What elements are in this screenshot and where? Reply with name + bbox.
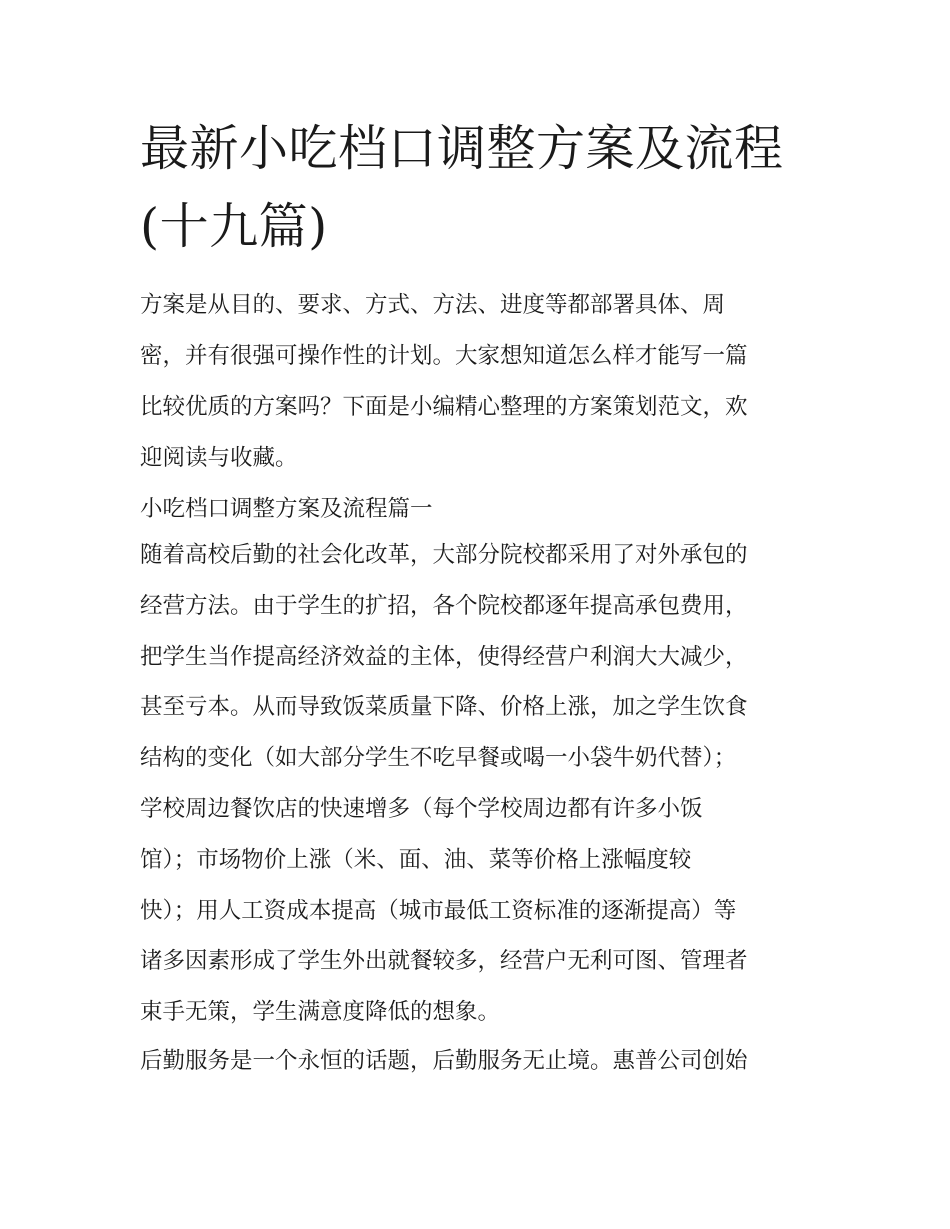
text-line: 比较优质的方案吗？下面是小编精心整理的方案策划范文，欢 — [140, 394, 748, 420]
text-line: 馆）；市场物价上涨（米、面、油、菜等价格上涨幅度较 — [140, 846, 692, 873]
body-paragraph — [140, 530, 820, 1038]
section-heading: 小吃档口调整方案及流程篇一 — [140, 496, 433, 522]
title-line: (十九篇) — [140, 198, 328, 255]
text-line: 迎阅读与收藏。 — [140, 445, 298, 471]
document-title — [140, 110, 820, 266]
text-line: 把学生当作提高经济效益的主体，使得经营户利润大大减少， — [140, 643, 748, 670]
text-line: 经营方法。由于学生的扩招，各个院校都逐年提高承包费用， — [140, 592, 748, 619]
intro-paragraph — [140, 280, 820, 484]
text-line: 密，并有很强可操作性的计划。大家想知道怎么样才能写一篇 — [140, 343, 748, 369]
text-line: 快）；用人工资成本提高（城市最低工资标准的逐渐提高）等 — [140, 897, 737, 924]
text-line: 结构的变化（如大部分学生不吃早餐或喝一小袋牛奶代替）； — [140, 745, 737, 772]
text-line: 学校周边餐饮店的快速增多（每个学校周边都有许多小饭 — [140, 795, 703, 822]
text-line: 随着高校后勤的社会化改革，大部分院校都采用了对外承包的 — [140, 542, 748, 568]
body-paragraph — [140, 1036, 820, 1087]
title-line: 最新小吃档口调整方案及流程 — [140, 120, 784, 177]
text-line: 方案是从目的、要求、方式、方法、进度等都部署具体、周 — [140, 292, 726, 318]
text-line: 后勤服务是一个永恒的话题，后勤服务无止境。惠普公司创始 — [140, 1048, 748, 1074]
text-line: 束手无策，学生满意度降低的想象。 — [140, 999, 501, 1026]
text-line: 甚至亏本。从而导致饭菜质量下降、价格上涨，加之学生饮食 — [140, 694, 748, 721]
text-line: 诸多因素形成了学生外出就餐较多，经营户无利可图、管理者 — [140, 948, 748, 975]
